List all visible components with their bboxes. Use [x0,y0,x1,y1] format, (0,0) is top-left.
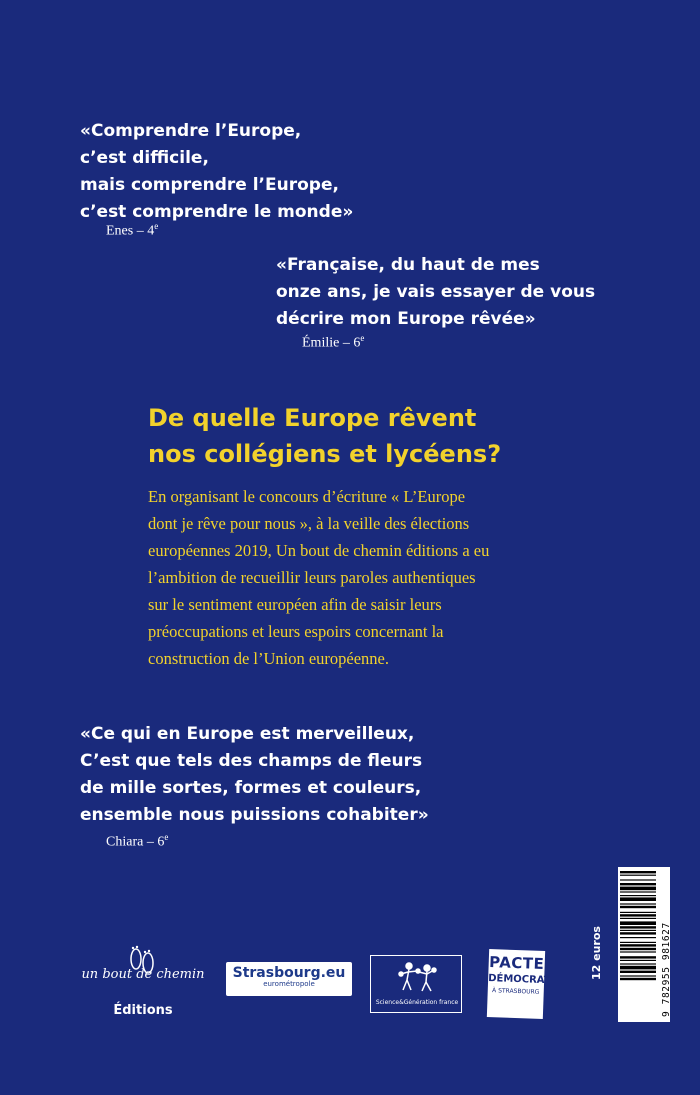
barcode-bar [620,912,656,913]
isbn-barcode [618,867,670,1022]
author-ordinal: e [164,832,169,842]
author-name: Enes – 4 [106,223,155,239]
barcode-bar [620,921,656,925]
barcode-bars [620,867,660,1022]
barcode-bar [620,971,656,973]
price: 12 euros [590,926,603,980]
quote-chiara: «Ce qui en Europe est merveilleux, C’est que tels des champs de fleurs de mille sortes, formes et couleurs, ensemble nous puissions cohabiter» [80,724,429,825]
barcode-bar [620,918,656,919]
barcode-bar [620,930,656,931]
barcode-bar [620,956,656,958]
strasbourg-logo-sub: eurométropole [263,980,315,988]
barcode-bar [620,906,656,908]
barcode-bar [620,887,656,891]
description-paragraph: En organisant le concours d’écriture « L’Europe dont je rêve pour nous », à la veille des élections européennes 2019, Un bout de chemin éditions a eu l’ambition de recueillir leurs paroles authentiques sur le sentiment européen afin de saisir leurs préoccupations et leurs espoirs concernant la construction de l’Union européenne. [148,487,490,668]
pacte-democratie-logo [487,949,562,1019]
author-ordinal: e [154,221,159,231]
barcode-bar [620,875,656,876]
barcode-bar [620,926,656,928]
barcode-bar [620,891,656,892]
pacte-line1: PACTE [488,953,545,973]
science-generation-name: Science&Génération france [375,999,459,1006]
publisher-name: un bout de chemin [81,967,205,982]
barcode-bar [620,975,656,976]
author-name: Émilie – 6 [302,335,361,351]
barcode-bar [620,897,656,901]
science-generation-logo [370,955,462,1013]
molecule-figures-icon [371,958,461,998]
barcode-bar [620,932,656,934]
strasbourg-logo-main: Strasbourg.eu [232,965,346,981]
author-ordinal: e [360,333,365,343]
barcode-bar [620,960,656,961]
publisher-logo [78,945,208,1025]
pacte-line3: À STRASBOURG [491,987,540,996]
barcode-bar [620,871,656,873]
barcode-bar [620,948,656,950]
quote-author-emilie [302,333,364,352]
barcode-bar [620,978,656,980]
barcode-bar [620,951,656,952]
barcode-bar [620,903,656,904]
author-name: Chiara – 6 [106,834,165,850]
barcode-bar [620,944,656,946]
barcode-bar [620,966,656,970]
publisher-subtitle: Éditions [113,1003,173,1018]
strasbourg-logo [226,962,352,996]
barcode-bar [620,895,656,896]
barcode-bar [620,879,656,880]
quote-author-chiara [106,832,168,851]
barcode-bar [620,942,656,943]
barcode-bar [620,883,656,885]
headline: De quelle Europe rêvent nos collégiens et lycéens? [148,404,502,468]
quote-author-enes [106,221,158,240]
barcode-bar [620,914,656,916]
barcode-bar [620,963,656,964]
quote-emilie: «Française, du haut de mes onze ans, je vais essayer de vous décrire mon Europe rêvée» [276,255,596,329]
pacte-line2: DÉMOCRATIE [487,973,562,987]
quote-enes: «Comprendre l’Europe, c’est difficile, mais comprendre l’Europe, c’est comprendre le monde» [80,121,354,222]
isbn-digits: 9 782955 981627 [661,922,672,1017]
barcode-bar [620,937,656,938]
